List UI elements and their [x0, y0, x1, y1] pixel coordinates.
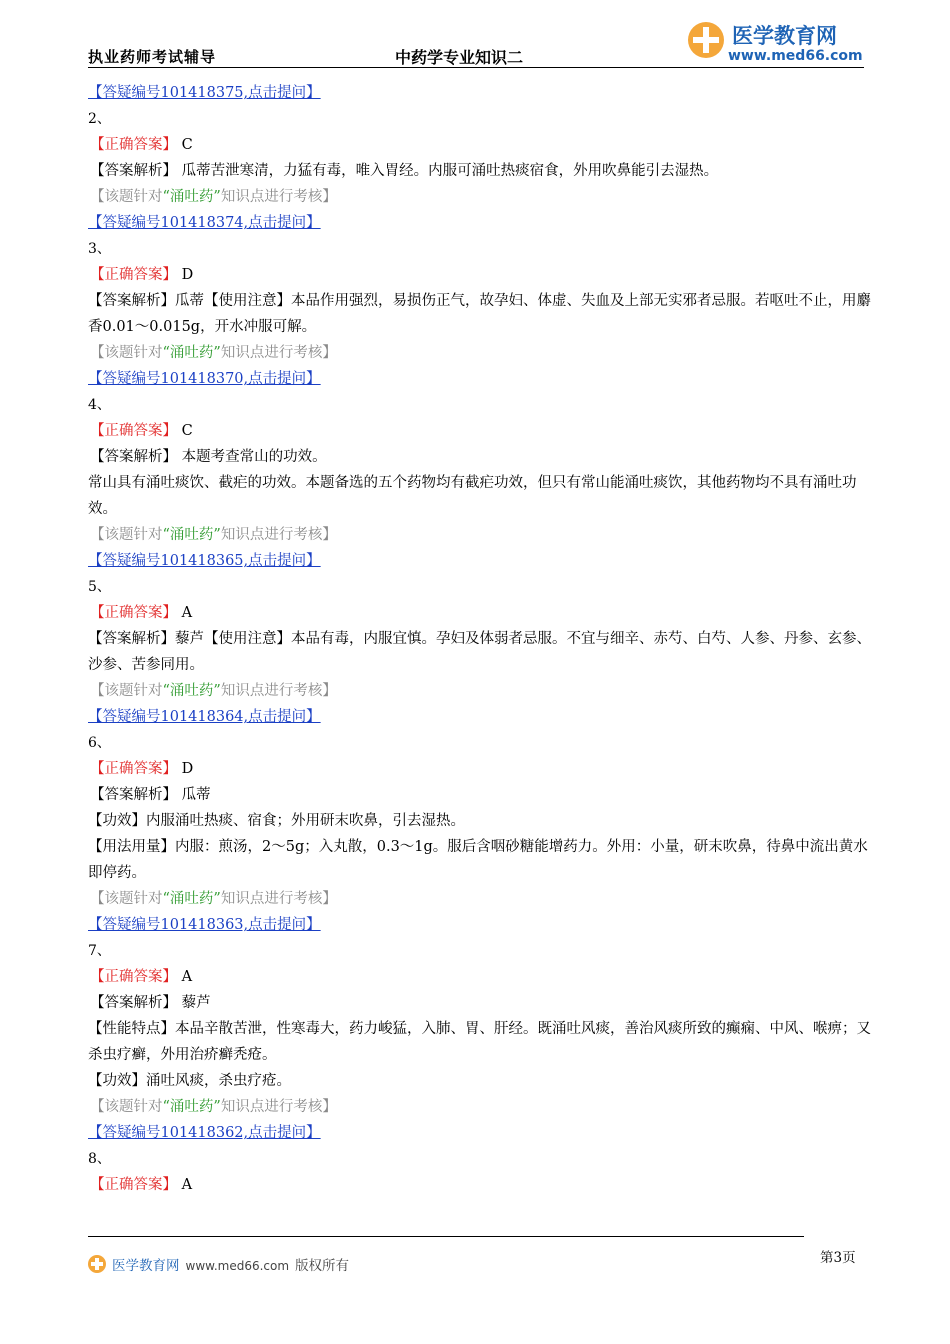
analysis-row — [88, 782, 878, 808]
analysis-label: 【答案解析】 — [88, 631, 175, 647]
knowledge-note: 【该题针对“涌吐药”知识点进行考核】 — [90, 345, 337, 361]
ask-question-link[interactable]: 【答疑编号101418363,点击提问】 — [88, 917, 321, 933]
logo-name: 医学教育网 — [732, 24, 837, 48]
analysis-row — [88, 990, 878, 1016]
ask-row — [88, 548, 878, 574]
correct-answer-row — [88, 262, 878, 288]
answer-label: 【正确答案】 — [90, 423, 177, 439]
ask-row — [88, 1120, 878, 1146]
question-number: 6、 — [88, 735, 111, 751]
question-number: 5、 — [88, 579, 111, 595]
page-header — [88, 22, 864, 68]
analysis-row — [88, 626, 878, 678]
question-number: 7、 — [88, 943, 111, 959]
footer-divider — [88, 1236, 804, 1237]
footer-rights: 版权所有 — [295, 1258, 350, 1274]
analysis-row — [88, 158, 878, 184]
knowledge-note: 【该题针对“涌吐药”知识点进行考核】 — [90, 189, 337, 205]
ask-row — [88, 366, 878, 392]
answer-value: D — [181, 761, 194, 777]
correct-answer-row — [88, 964, 878, 990]
analysis-label: 【答案解析】 — [90, 449, 177, 465]
answer-list — [88, 80, 878, 1198]
question-number: 3、 — [88, 241, 111, 257]
answer-value: A — [181, 605, 193, 621]
ask-row — [88, 704, 878, 730]
answer-value: A — [181, 1177, 193, 1193]
analysis-text: 瓜蒂【使用注意】本品作用强烈，易损伤正气，故孕妇、体虚、失血及上部无实邪者忌服。若呕吐不止，用麝香0.01～0.015g，开水冲服可解。 — [88, 293, 871, 335]
header-center-title: 中药学专业知识二 — [395, 48, 524, 67]
ask-question-link[interactable]: 【答疑编号101418370,点击提问】 — [88, 371, 321, 387]
answer-label: 【正确答案】 — [90, 1177, 177, 1193]
question-number: 8、 — [88, 1151, 111, 1167]
analysis-text: 藜芦【使用注意】本品有毒，内服宜慎。孕妇及体弱者忌服。不宜与细辛、赤芍、白芍、人参、丹参、玄参、沙参、苦参同用。 — [88, 631, 871, 673]
analysis-detail: 【性能特点】本品辛散苦泄，性寒毒大，药力峻猛，入肺、胃、肝经。既涌吐风痰，善治风痰所致的癫痫、中风、喉痹；又杀虫疗癣，外用治疥癣秃疮。 — [88, 1021, 871, 1063]
page-number: 第3页 — [820, 1250, 856, 1266]
ask-question-link[interactable]: 【答疑编号101418375,点击提问】 — [88, 85, 321, 101]
answer-value: A — [181, 969, 193, 985]
analysis-detail: 【功效】内服涌吐热痰、宿食；外用研末吹鼻，引去湿热。 — [88, 813, 465, 829]
analysis-text: 本题考查常山的功效。 — [181, 449, 327, 465]
logo-cross-icon — [688, 22, 724, 58]
ask-question-link[interactable]: 【答疑编号101418364,点击提问】 — [88, 709, 321, 725]
analysis-text: 藜芦 — [181, 995, 211, 1011]
ask-question-link[interactable]: 【答疑编号101418374,点击提问】 — [88, 215, 321, 231]
analysis-detail: 常山具有涌吐痰饮、截疟的功效。本题备选的五个药物均有截疟功效，但只有常山能涌吐痰饮，其他药物均不具有涌吐功效。 — [88, 475, 857, 517]
question-number: 4、 — [88, 397, 111, 413]
analysis-label: 【答案解析】 — [90, 163, 177, 179]
question-number: 2、 — [88, 111, 111, 127]
question-1 — [88, 80, 878, 106]
analysis-row — [88, 444, 878, 470]
answer-value: D — [181, 267, 194, 283]
answer-label: 【正确答案】 — [90, 761, 177, 777]
analysis-label: 【答案解析】 — [88, 293, 175, 309]
logo-url: www.med66.com — [728, 48, 863, 64]
correct-answer-row — [88, 132, 878, 158]
site-logo[interactable] — [688, 22, 868, 64]
answer-label: 【正确答案】 — [90, 605, 177, 621]
footer-logo-icon — [88, 1255, 106, 1273]
answer-value: C — [181, 423, 193, 439]
knowledge-note: 【该题针对“涌吐药”知识点进行考核】 — [90, 527, 337, 543]
answer-label: 【正确答案】 — [90, 267, 177, 283]
answer-label: 【正确答案】 — [90, 137, 177, 153]
analysis-text: 瓜蒂苦泄寒清，力猛有毒，唯入胃经。内服可涌吐热痰宿食，外用吹鼻能引去湿热。 — [181, 163, 719, 179]
correct-answer-row — [88, 1172, 878, 1198]
correct-answer-row — [88, 756, 878, 782]
answer-label: 【正确答案】 — [90, 969, 177, 985]
analysis-row — [88, 288, 878, 340]
analysis-detail: 【用法用量】内服：煎汤，2～5g；入丸散，0.3～1g。服后含咽砂糖能增药力。外用：小量，研末吹鼻，待鼻中流出黄水即停药。 — [88, 839, 868, 881]
analysis-label: 【答案解析】 — [90, 995, 177, 1011]
ask-question-link[interactable]: 【答疑编号101418365,点击提问】 — [88, 553, 321, 569]
knowledge-note: 【该题针对“涌吐药”知识点进行考核】 — [90, 1099, 337, 1115]
analysis-text: 瓜蒂 — [181, 787, 211, 803]
header-divider — [88, 67, 864, 68]
footer-text — [112, 1254, 349, 1274]
ask-row — [88, 912, 878, 938]
header-left-title: 执业药师考试辅导 — [88, 48, 217, 66]
answer-value: C — [181, 137, 193, 153]
correct-answer-row — [88, 600, 878, 626]
analysis-detail: 【功效】涌吐风痰，杀虫疗疮。 — [88, 1073, 291, 1089]
ask-question-link[interactable]: 【答疑编号101418362,点击提问】 — [88, 1125, 321, 1141]
footer-site-name: 医学教育网 — [112, 1258, 180, 1274]
footer-url[interactable]: www.med66.com — [185, 1259, 290, 1273]
correct-answer-row — [88, 418, 878, 444]
knowledge-note: 【该题针对“涌吐药”知识点进行考核】 — [90, 683, 337, 699]
ask-row — [88, 210, 878, 236]
analysis-label: 【答案解析】 — [90, 787, 177, 803]
knowledge-note: 【该题针对“涌吐药”知识点进行考核】 — [90, 891, 337, 907]
